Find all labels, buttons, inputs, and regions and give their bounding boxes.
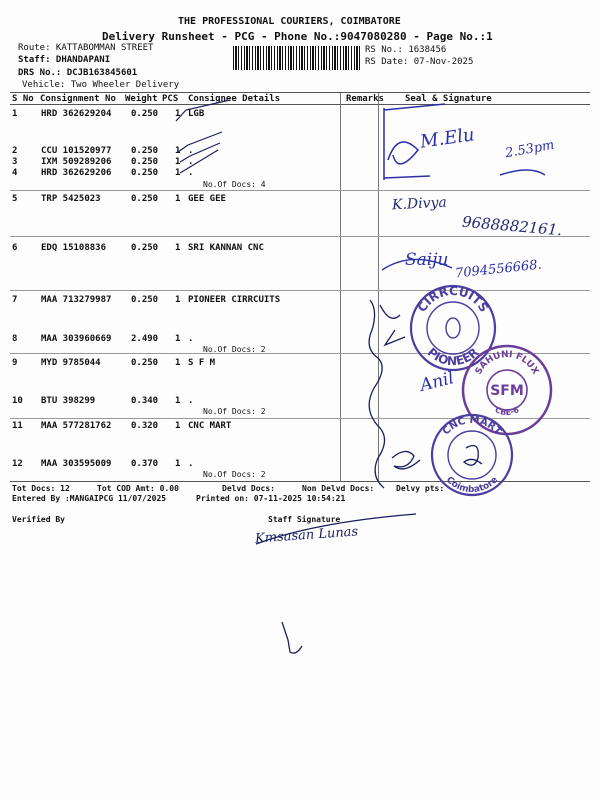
row-sno: 5 [12,194,18,204]
row-weight: 0.250 [131,109,159,119]
row-consignment: BTU 398299 [41,396,96,406]
delivery-pen-strokes [369,300,420,488]
row-consignment: EDQ 15108836 [41,243,107,253]
rs-number: RS No.: 1638456 [365,45,447,55]
cnc-mart-stamp [432,415,512,495]
verified-by: Verified By [12,515,65,524]
col-seal: Seal & Signature [405,94,492,104]
row-consignee: LGB [188,109,205,119]
row-pcs: 1 [175,243,181,253]
company-title: THE PROFESSIONAL COURIERS, COIMBATORE [178,16,401,27]
staff-signature-strokes [256,514,416,653]
handwritten-phone: 7094556668. [454,257,543,282]
handwritten-receiver-name: Saiju [405,250,449,270]
pioneer-stamp-top: CIRRCUITS [414,283,492,315]
handwritten-time: 2.53pm [504,137,556,162]
row-pcs: 1 [175,157,181,167]
row-sno: 7 [12,295,18,305]
total-docs: Tot Docs: 12 [12,484,70,493]
row-pcs: 1 [175,421,181,431]
row-consignment: MAA 303960669 [41,334,112,344]
remark-scribble [384,104,545,180]
rs-date: RS Date: 07-Nov-2025 [365,57,474,67]
delivered-docs: Delvd Docs: [222,484,275,493]
handwritten-note: M.Elu [418,124,476,153]
row-sno: 3 [12,157,18,167]
staff-signature-label: Staff Signature [268,515,341,524]
delivery-points: Delvy pts: [396,484,445,493]
printed-on: Printed on: 07-11-2025 10:54:21 [196,494,346,503]
row-pcs: 1 [175,396,181,406]
cnc-stamp-top: CNC MART [440,414,504,438]
row-consignment: MAA 303595009 [41,459,112,469]
row-consignee: SRI KANNAN CNC [188,243,264,253]
tick-marks [176,100,230,173]
row-weight: 0.320 [131,421,159,431]
row-weight: 0.250 [131,243,159,253]
row-consignee: CNC MART [188,421,232,431]
col-weight: Weight [125,94,158,104]
no-of-docs: No.Of Docs: 2 [203,345,266,354]
row-weight: 0.250 [131,157,159,167]
row-sno: 1 [12,109,18,119]
row-pcs: 1 [175,168,181,178]
row-pcs: 1 [175,295,181,305]
row-consignee: . [188,168,194,178]
vehicle-label: Vehicle: Two Wheeler Delivery [22,80,180,90]
row-consignee: . [188,334,194,344]
row-consignee: GEE GEE [188,194,226,204]
runsheet-title: Delivery Runsheet - PCG - Phone No.:9047080280 - Page No.:1 [102,30,493,43]
col-sno: S No [12,94,34,104]
row-sno: 12 [12,459,23,469]
col-consignee: Consignee Details [188,94,281,104]
pioneer-stamp [411,284,495,370]
row-sno: 8 [12,334,18,344]
entered-by: Entered By :MANGAIPCG 11/07/2025 [12,494,167,503]
row-consignee: PIONEER CIRRCUITS [188,295,281,305]
row-consignment: MAA 713279987 [41,295,112,305]
row-consignee: S F M [188,358,216,368]
sfm-stamp-center: SFM [490,383,524,399]
no-of-docs: No.Of Docs: 2 [203,407,266,416]
handwritten-receiver-name: K.Divya [391,194,448,214]
row-pcs: 1 [175,459,181,469]
col-pcs: PCS [162,94,179,104]
row-consignee: . [188,459,194,469]
row-consignment: HRD 362629206 [41,168,112,178]
signature-swoosh [382,259,452,270]
row-consignment: TRP 5425023 [41,194,101,204]
no-of-docs: No.Of Docs: 2 [203,470,266,479]
row-weight: 0.370 [131,459,159,469]
row-pcs: 1 [175,109,181,119]
col-consignment: Consignment No [40,94,116,104]
row-consignment: HRD 362629204 [41,109,112,119]
row-consignment: MAA 577281762 [41,421,112,431]
handwritten-phone: 9688882161. [461,212,563,240]
row-pcs: 1 [175,146,181,156]
row-sno: 4 [12,168,18,178]
row-consignee: . [188,146,194,156]
handwritten-signature: Anil [418,368,457,396]
row-weight: 0.250 [131,295,159,305]
pioneer-stamp-bottom: PIONEER [424,345,482,369]
row-weight: 2.490 [131,334,159,344]
row-consignment: IXM 509289206 [41,157,112,167]
row-weight: 0.340 [131,396,159,406]
staff-signature: Kmsasan Lunas [254,524,359,547]
total-cod: Tot COD Amt: 0.00 [97,484,179,493]
row-consignment: CCU 101520977 [41,146,112,156]
col-remarks: Remarks [346,94,384,104]
sfm-stamp-bottom: CBE-6 [493,405,521,418]
no-of-docs: No.Of Docs: 4 [203,180,266,189]
row-consignment: MYD 9785044 [41,358,101,368]
row-weight: 0.250 [131,168,159,178]
row-weight: 0.250 [131,194,159,204]
row-sno: 6 [12,243,18,253]
drs-number: DRS No.: DCJB163845601 [18,68,138,78]
row-weight: 0.250 [131,358,159,368]
row-pcs: 1 [175,358,181,368]
row-consignee: . [188,157,194,167]
row-sno: 10 [12,396,23,406]
row-pcs: 1 [175,194,181,204]
row-sno: 9 [12,358,18,368]
row-consignee: . [188,396,194,406]
sfm-stamp-top: SAHUNI FLUX [473,349,541,377]
row-weight: 0.250 [131,146,159,156]
staff-label: Staff: DHANDAPANI [18,55,111,65]
route-label: Route: KATTABOMMAN STREET [18,43,154,53]
row-sno: 11 [12,421,23,431]
row-sno: 2 [12,146,18,156]
non-delivered-docs: Non Delvd Docs: [302,484,375,493]
cnc-stamp-bottom: Coimbatore [443,475,501,496]
row-pcs: 1 [175,334,181,344]
